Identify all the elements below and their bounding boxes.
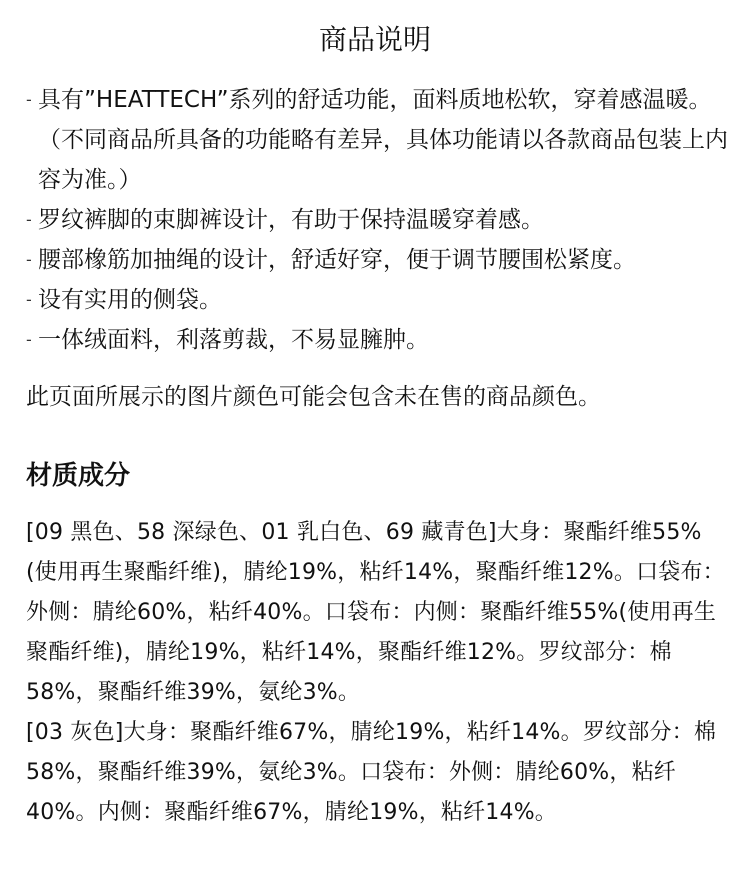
feature-item: - 罗纹裤脚的束脚裤设计，有助于保持温暖穿着感。 xyxy=(26,200,732,240)
color-note: 此页面所展示的图片颜色可能会包含未在售的商品颜色。 xyxy=(26,384,601,410)
feature-item: - 具有”HEATTECH”系列的舒适功能，面料质地松软，穿着感温暖。（不同商品所具备的功能略有差异，具体功能请以各款商品包装上内容为准。） xyxy=(26,80,732,200)
material-heading: 材质成分 xyxy=(26,461,131,491)
material-paragraph: [03 灰色]大身：聚酯纤维67%，腈纶19%，粘纤14%。罗纹部分：棉58%，聚酯纤维39%，氨纶3%。口袋布：外侧：腈纶60%，粘纤40%。内侧：聚酯纤维67%，腈纶19%，粘纤14%。 xyxy=(26,720,717,825)
feature-list xyxy=(26,80,732,360)
feature-item: - 设有实用的侧袋。 xyxy=(26,280,732,320)
feature-item: - 一体绒面料，利落剪裁，不易显臃肿。 xyxy=(26,320,732,360)
page-title: 商品说明 xyxy=(318,23,431,56)
feature-item: - 腰部橡筋加抽绳的设计，舒适好穿，便于调节腰围松紧度。 xyxy=(26,240,732,280)
material-composition xyxy=(26,513,730,833)
material-paragraph: [09 黑色、58 深绿色、01 乳白色、69 藏青色]大身：聚酯纤维55%(使用再生聚酯纤维)，腈纶19%，粘纤14%，聚酯纤维12%。口袋布：外侧：腈纶60%，粘纤40%。口袋布：内侧：聚酯纤维55%(使用再生聚酯纤维)，腈纶19%，粘纤14%，聚酯纤维12%。罗纹部分：棉58%，聚酯纤维39%，氨纶3%。 xyxy=(26,520,725,705)
